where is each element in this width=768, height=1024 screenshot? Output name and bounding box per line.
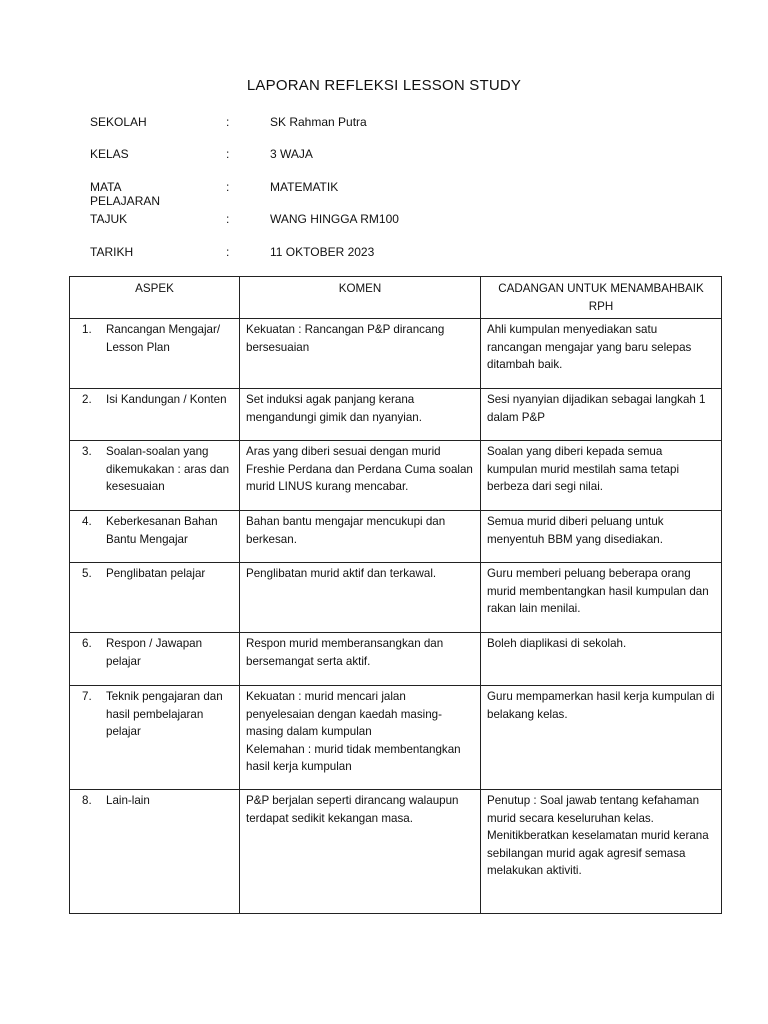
aspek-text: Penglibatan pelajar	[106, 567, 206, 580]
meta-value: SK Rahman Putra	[270, 115, 367, 129]
meta-value: 11 OKTOBER 2023	[270, 245, 375, 259]
komen-cell: P&P berjalan seperti dirancang walaupun terdapat sedikit kekangan masa.	[240, 790, 481, 914]
komen-cell: Kekuatan : Rancangan P&P dirancang bersesuaian	[240, 319, 481, 389]
komen-cell: Bahan bantu mengajar mencukupi dan berkesan.	[240, 511, 481, 563]
table-row	[70, 441, 722, 511]
komen-cell: Aras yang diberi sesuai dengan murid Freshie Perdana dan Perdana Cuma soalan murid LINUS kurang mencabar.	[240, 441, 481, 511]
meta-colon: :	[226, 147, 230, 161]
komen-cell: Respon murid memberansangkan dan bersemangat serta aktif.	[240, 633, 481, 686]
cadangan-cell: Guru memberi peluang beberapa orang murid membentangkan hasil kumpulan dan rakan lain menilai.	[481, 563, 722, 633]
cadangan-cell: Semua murid diberi peluang untuk menyentuh BBM yang disediakan.	[481, 511, 722, 563]
meta-value: MATEMATIK	[270, 180, 339, 194]
document-title: LAPORAN REFLEKSI LESSON STUDY	[246, 77, 522, 94]
aspek-text: Respon / Jawapan pelajar	[106, 637, 203, 668]
aspek-text: Rancangan Mengajar/ Lesson Plan	[106, 323, 221, 354]
aspek-text: Keberkesanan Bahan Bantu Mengajar	[106, 515, 218, 546]
aspek-cell	[70, 563, 240, 633]
cadangan-cell: Boleh diaplikasi di sekolah.	[481, 633, 722, 686]
table-row	[70, 563, 722, 633]
aspek-cell	[70, 511, 240, 563]
table-row	[70, 686, 722, 790]
table-header-row	[70, 277, 722, 319]
aspek-cell	[70, 389, 240, 441]
aspek-text: Lain-lain	[106, 794, 150, 807]
meta-colon: :	[226, 245, 230, 259]
table-row	[70, 790, 722, 914]
aspek-cell	[70, 633, 240, 686]
meta-label: SEKOLAH	[90, 115, 147, 129]
komen-cell: Kekuatan : murid mencari jalan penyelesaian dengan kaedah masing-masing dalam kumpulan Kelemahan : murid tidak membentangkan hasil kerja kumpulan	[240, 686, 481, 790]
row-number: 8.	[82, 794, 92, 807]
cadangan-cell: Sesi nyanyian dijadikan sebagai langkah 1 dalam P&P	[481, 389, 722, 441]
cadangan-cell: Guru mempamerkan hasil kerja kumpulan di belakang kelas.	[481, 686, 722, 790]
row-number: 4.	[82, 515, 92, 528]
row-number: 6.	[82, 637, 92, 650]
meta-colon: :	[226, 115, 230, 129]
header-komen: KOMEN	[240, 277, 481, 319]
meta-colon: :	[226, 212, 230, 226]
table-row	[70, 511, 722, 563]
table-row	[70, 633, 722, 686]
meta-label: KELAS	[90, 147, 129, 161]
meta-value: WANG HINGGA RM100	[270, 212, 399, 226]
aspek-text: Isi Kandungan / Konten	[106, 393, 227, 406]
row-number: 5.	[82, 567, 92, 580]
cadangan-cell: Soalan yang diberi kepada semua kumpulan murid mestilah sama tetapi berbeza dari segi nilai.	[481, 441, 722, 511]
aspek-cell	[70, 441, 240, 511]
table-row	[70, 389, 722, 441]
row-number: 3.	[82, 445, 92, 458]
aspek-cell	[70, 686, 240, 790]
aspek-cell	[70, 790, 240, 914]
table-row	[70, 319, 722, 389]
header-aspek: ASPEK	[70, 277, 240, 319]
cadangan-cell: Penutup : Soal jawab tentang kefahaman murid secara keseluruhan kelas. Menitikberatkan keselamatan murid kerana sebilangan murid agak agresif semasa melakukan aktiviti.	[481, 790, 722, 914]
aspek-text: Teknik pengajaran dan hasil pembelajaran pelajar	[106, 690, 223, 738]
reflection-table	[69, 276, 722, 914]
komen-cell: Set induksi agak panjang kerana mengandungi gimik dan nyanyian.	[240, 389, 481, 441]
row-number: 1.	[82, 323, 92, 336]
meta-label: MATA PELAJARAN	[90, 180, 161, 208]
aspek-cell	[70, 319, 240, 389]
aspek-text: Soalan-soalan yang dikemukakan : aras dan kesesuaian	[106, 445, 230, 493]
cadangan-cell: Ahli kumpulan menyediakan satu rancangan mengajar yang baru selepas ditambah baik.	[481, 319, 722, 389]
meta-colon: :	[226, 180, 230, 194]
meta-label: TAJUK	[90, 212, 128, 226]
row-number: 7.	[82, 690, 92, 703]
row-number: 2.	[82, 393, 92, 406]
meta-label: TARIKH	[90, 245, 134, 259]
meta-value: 3 WAJA	[270, 147, 313, 161]
header-cadangan: CADANGAN UNTUK MENAMBAHBAIK RPH	[481, 277, 722, 319]
komen-cell: Penglibatan murid aktif dan terkawal.	[240, 563, 481, 633]
